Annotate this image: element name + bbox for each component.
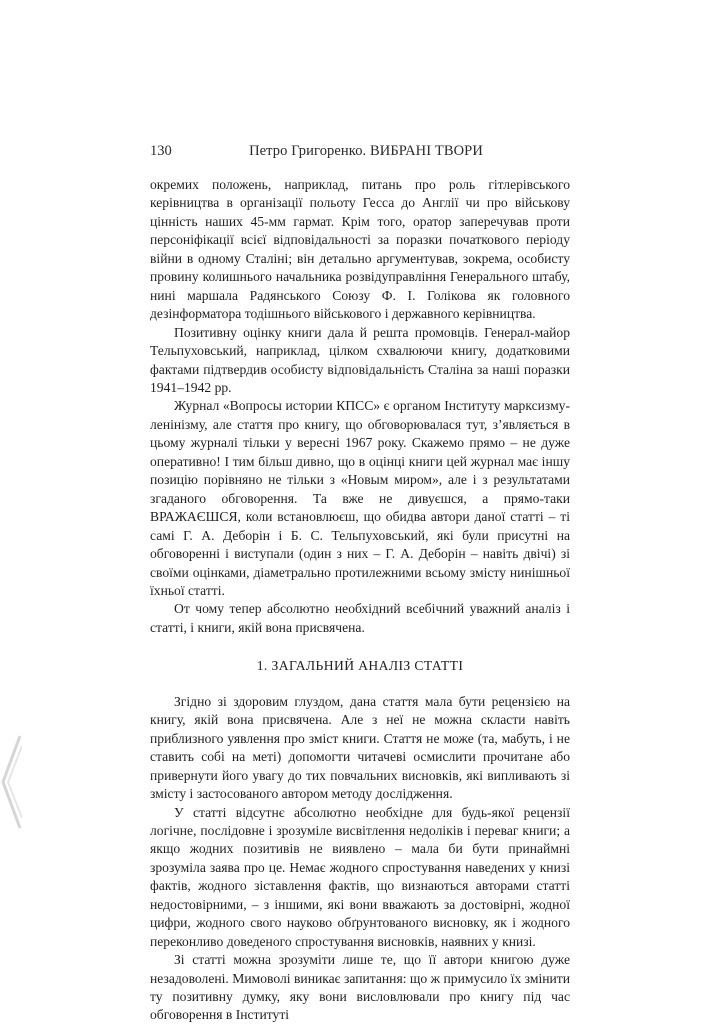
paragraph: Журнал «Вопросы истории КПСС» є органом Інституту марксизму-ленінізму, але стаття про книгу, що обговорювалася тут, з’являється в цьому журналі тільки у вересні 1967 року. Скажемо прямо – не дуже оперативно! І тим більш дивно, що в оцінці книги цей журнал має іншу позицію порівняно не тільки з «Новым миром», але і з результатами згаданого обговорення. Та вже не дивуєшся, а прямо-таки ВРАЖАЄШСЯ, коли встановлюєш, що обидва автори даної статті – ті самі Г. А. Деборін і Б. С. Тельпуховський, які були присутні на обговоренні і виступали (один з них – Г. А. Деборін – навіть двічі) зі своїми оцінками, діаметрально протилежними всьому змісту нинішньої їхньої статті. [150,398,570,598]
page-header [150,143,570,160]
running-title: Петро Григоренко. ВИБРАНІ ТВОРИ [249,143,483,159]
paragraph: Позитивну оцінку книги дала й решта промовців. Генерал-майор Тельпуховський, наприклад, цілком схвалюючи книгу, додатковими фактами підтвердив особисту відповідальність Сталіна за наші поразки 1941–1942 рр. [150,324,570,395]
paragraph: окремих положень, наприклад, питань про роль гітлерівського керівництва в організації польоту Гесса до Англії чи про військову цінність наших 45-мм гармат. Крім того, оратор заперечував проти персоніфікації всієї відповідальності за поразки початкового періоду війни в одному Сталіні; він детально аргументував, зокрема, особисту провину колишнього начальника розвідуправління Генерального штабу, нині маршала Радянського Союзу Ф. І. Голікова як головного дезінформатора тодішнього військового і державного керівництва. [150,177,570,322]
section-heading: 1. ЗАГАЛЬНИЙ АНАЛІЗ СТАТТІ [256,658,464,674]
body-text [150,176,570,1025]
paragraph: Згідно зі здоровим глуздом, дана стаття мала бути рецензією на книгу, якій вона присвячена. Але з неї не можна скласти навіть приблизного уявлення про зміст книги. Стаття не може (та, мабуть, і не ставить собі на меті) допомогти читачеві осмислити прочитане або привернути його увагу до тих повчальних висновків, які випливають зі змісту і застосованого автором методу дослідження. [150,693,570,802]
paragraph: Зі статті можна зрозуміти лише те, що її автори книгою дуже незадоволені. Мимоволі виникає запитання: що ж примусило їх змінити ту позитивну думку, яку вони висловлювали про книгу під час обговорення в Інституті [150,952,570,1023]
page-number: 130 [150,143,172,159]
paragraph: От чому тепер абсолютно необхідний всебічний уважний аналіз і статті, і книги, якій вона присвячена. [150,601,570,635]
paragraph: У статті відсутнє абсолютно необхідне для будь-якої рецензії логічне, послідовне і зрозуміле висвітлення недоліків і переваг книги; а якщо жодних позитивів не виявлено – мала би бути принаймні зрозуміла заява про це. Немає жодного спростування наведених у книзі фактів, жодного зіставлення фактів, що визнаються авторами статті недостовірними, – з іншими, які вони вважають за достовірні, жодної цифри, жодного свого науково обґрунтованого висновку, як і жодного переконливо доведеного спростування висновків, наявних у книзі. [150,804,570,949]
page-edge-chevron-icon [0,732,22,832]
